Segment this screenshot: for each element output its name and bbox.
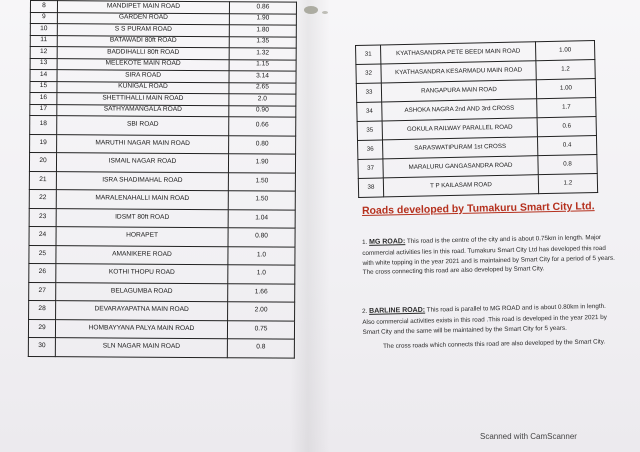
road-name-cell: MARALENAHALLI MAIN ROAD	[56, 190, 228, 210]
scanner-watermark: Scanned with CamScanner	[480, 432, 577, 441]
serial-number-cell: 23	[29, 208, 56, 227]
length-km-cell: 1.00	[536, 78, 595, 98]
item-text: This road is parallel to MG ROAD and is about 0.80km in length. Also commercial activities exists in this road .This road is developed in the year 2021 by Smart City and the same will be maintained by the Smart City for 5 years.	[362, 302, 607, 336]
serial-number-cell: 13	[30, 58, 57, 70]
table-row	[29, 245, 295, 265]
table-row	[28, 337, 294, 357]
serial-number-cell: 22	[29, 189, 56, 208]
serial-number-cell: 9	[30, 12, 57, 24]
serial-number-cell: 17	[30, 104, 57, 116]
section-heading: Roads developed by Tumakuru Smart City Ltd.	[361, 200, 595, 217]
road-name-cell: BELAGUMBA ROAD	[56, 282, 228, 302]
table-row	[29, 263, 295, 283]
road-name-cell: AMANIKERE ROAD	[56, 245, 228, 265]
serial-number-cell: 34	[357, 102, 382, 122]
road-name-cell: SHETTIHALLI MAIN ROAD	[57, 93, 229, 106]
road-name-cell: RANGAPURA MAIN ROAD	[381, 80, 536, 102]
road-name-cell: ISMAIL NAGAR ROAD	[56, 153, 228, 173]
length-km-cell: 0.75	[227, 320, 294, 339]
serial-number-cell: 11	[30, 35, 57, 47]
length-km-cell: 0.86	[229, 2, 296, 14]
length-km-cell: 1.90	[229, 13, 296, 25]
serial-number-cell: 8	[30, 1, 57, 13]
road-name-cell: DEVARAYAPATNA MAIN ROAD	[56, 301, 228, 321]
item-number: 1.	[362, 238, 368, 246]
item-title: MG ROAD:	[369, 238, 406, 246]
length-km-cell: 0.4	[537, 135, 596, 155]
serial-number-cell: 30	[28, 337, 55, 356]
length-km-cell: 0.80	[229, 135, 296, 154]
serial-number-cell: 19	[30, 134, 57, 153]
serial-number-cell: 33	[356, 83, 381, 103]
road-name-cell: T P KAILASAM ROAD	[383, 175, 538, 197]
serial-number-cell: 14	[30, 70, 57, 82]
item-mg-road	[362, 233, 618, 278]
road-name-cell: ISRA SHADIMAHAL ROAD	[56, 171, 228, 191]
road-name-cell: KOTHI THOPU ROAD	[56, 264, 228, 284]
serial-number-cell: 31	[356, 45, 381, 65]
roads-table-left	[28, 0, 297, 358]
length-km-cell: 0.6	[537, 116, 596, 136]
road-name-cell: GOKULA RAILWAY PARALLEL ROAD	[382, 118, 537, 140]
paper-clip-mark	[304, 6, 318, 14]
length-km-cell: 1.66	[228, 283, 295, 302]
table-row	[28, 319, 294, 339]
table-row	[29, 171, 295, 191]
road-name-cell: IDSMT 80ft ROAD	[56, 208, 228, 228]
serial-number-cell: 21	[29, 171, 56, 190]
item-number: 2.	[362, 307, 368, 315]
road-name-cell: KYATHASANDRA KESARMADU MAIN ROAD	[381, 61, 536, 83]
road-name-cell: MELEKOTE MAIN ROAD	[57, 58, 229, 71]
length-km-cell: 1.90	[228, 154, 295, 173]
table-row	[29, 189, 295, 209]
length-km-cell: 1.80	[229, 25, 296, 37]
serial-number-cell: 16	[30, 93, 57, 105]
road-name-cell: SATHYAMANGALA ROAD	[57, 104, 229, 117]
table-row	[358, 173, 597, 197]
left-page	[27, 0, 295, 452]
length-km-cell: 0.8	[227, 339, 294, 358]
table-row	[30, 116, 296, 136]
road-name-cell: MARALURU GANGASANDRA ROAD	[383, 156, 538, 178]
serial-number-cell: 37	[358, 159, 383, 179]
length-km-cell: 1.15	[229, 59, 296, 71]
length-km-cell: 3.14	[229, 71, 296, 83]
road-name-cell: SARASWATIPURAM 1st CROSS	[382, 137, 537, 159]
road-name-cell: MANDIPET MAIN ROAD	[57, 1, 229, 14]
serial-number-cell: 38	[358, 178, 383, 198]
length-km-cell: 1.35	[229, 36, 296, 48]
length-km-cell: 1.2	[536, 59, 595, 79]
table-row	[29, 208, 295, 228]
length-km-cell: 1.04	[228, 209, 295, 228]
length-km-cell: 2.00	[228, 302, 295, 321]
item-title: BARLINE ROAD:	[369, 306, 426, 315]
serial-number-cell: 29	[28, 319, 55, 338]
road-name-cell: HOMBAYYANA PALYA MAIN ROAD	[55, 319, 227, 339]
road-name-cell: MARUTHI NAGAR MAIN ROAD	[57, 134, 229, 154]
serial-number-cell: 18	[30, 116, 57, 135]
length-km-cell: 0.66	[229, 117, 296, 136]
length-km-cell: 0.80	[228, 228, 295, 247]
serial-number-cell: 35	[357, 121, 382, 141]
serial-number-cell: 26	[29, 263, 56, 282]
serial-number-cell: 28	[29, 300, 56, 319]
table-row	[29, 153, 295, 173]
item-barline-road-note: The cross roads which connects this road are also developed by the Smart City.	[383, 338, 606, 350]
length-km-cell: 1.0	[228, 246, 295, 265]
serial-number-cell: 36	[357, 140, 382, 160]
length-km-cell: 0.90	[229, 105, 296, 117]
right-page	[355, 40, 608, 198]
serial-number-cell: 20	[29, 153, 56, 172]
length-km-cell: 2.65	[229, 82, 296, 94]
road-name-cell: KYATHASANDRA PETE BEEDI MAIN ROAD	[381, 42, 536, 64]
serial-number-cell: 10	[30, 24, 57, 36]
item-barline-road	[362, 302, 618, 338]
road-name-cell: S S PURAM ROAD	[57, 24, 229, 37]
road-name-cell: SLN NAGAR MAIN ROAD	[55, 338, 227, 358]
road-name-cell: SBI ROAD	[57, 116, 229, 136]
road-name-cell: ASHOKA NAGRA 2nd AND 3rd CROSS	[382, 99, 537, 121]
serial-number-cell: 27	[29, 282, 56, 301]
table-row	[29, 282, 295, 302]
road-name-cell: KUNIGAL ROAD	[57, 81, 229, 94]
paper-clip-mark-small	[322, 11, 328, 14]
road-name-cell: BADDIHALLI 80ft ROAD	[57, 47, 229, 60]
table-row	[29, 300, 295, 320]
table-row	[29, 226, 295, 246]
road-name-cell: SIRA ROAD	[57, 70, 229, 83]
table-row	[30, 134, 296, 154]
road-name-cell: GARDEN ROAD	[57, 12, 229, 25]
serial-number-cell: 15	[30, 81, 57, 93]
road-name-cell: HORAPET	[56, 227, 228, 247]
length-km-cell: 0.8	[538, 154, 597, 174]
length-km-cell: 1.32	[229, 48, 296, 60]
serial-number-cell: 32	[356, 64, 381, 84]
serial-number-cell: 25	[29, 245, 56, 264]
serial-number-cell: 24	[29, 226, 56, 245]
road-name-cell: BATAWADI 80ft ROAD	[57, 35, 229, 48]
length-km-cell: 2.0	[229, 94, 296, 106]
length-km-cell: 1.7	[537, 97, 596, 117]
item-text: This road is the centre of the city and is about 0.75km in length. Major commercial activities lies in this road. Tumakuru Smart City Ltd has developed this road with white topping in the year 2021 and is maintained by Smart City for a period of 5 years. The cross connecting this road are also developed by Smart City.	[362, 233, 615, 277]
serial-number-cell: 12	[30, 47, 57, 59]
roads-table-right	[355, 40, 598, 198]
length-km-cell: 1.50	[228, 191, 295, 210]
length-km-cell: 1.50	[228, 172, 295, 191]
length-km-cell: 1.00	[535, 40, 594, 60]
length-km-cell: 1.0	[228, 265, 295, 284]
length-km-cell: 1.2	[538, 173, 597, 193]
